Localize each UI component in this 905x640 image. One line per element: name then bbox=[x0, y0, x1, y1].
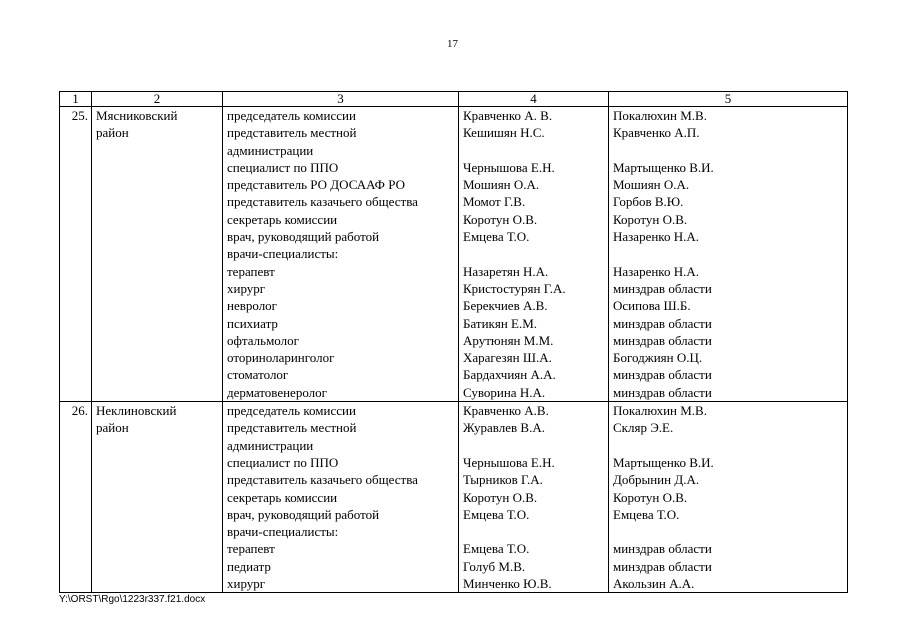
role-cell-line: представитель местной bbox=[227, 420, 357, 436]
role-cell-line: секретарь комиссии bbox=[227, 211, 338, 227]
member-cell-line: Минченко Ю.В. bbox=[463, 576, 552, 592]
reserve-cell-line: Коротун О.В. bbox=[613, 211, 688, 227]
role-cell-line: хирург bbox=[227, 280, 266, 296]
role-cell-line: председатель комиссии bbox=[227, 403, 356, 419]
role-cell-line: администрации bbox=[227, 437, 314, 453]
role-cell-line: врач, руководящий работой bbox=[227, 506, 380, 522]
member-cell-line: Емцева Т.О. bbox=[463, 541, 530, 557]
reserve-cell-line: Мошиян О.А. bbox=[613, 177, 690, 193]
member-cell-line: Емцева Т.О. bbox=[463, 506, 530, 522]
member-cell bbox=[459, 107, 609, 402]
page-number: 17 bbox=[447, 38, 458, 50]
role-cell bbox=[223, 107, 459, 402]
reserve-cell-line: минздрав области bbox=[613, 558, 712, 574]
member-cell-line bbox=[463, 245, 608, 262]
reserve-cell-line: Мартыщенко В.И. bbox=[613, 159, 714, 175]
role-cell bbox=[223, 402, 459, 593]
member-cell-line: Чернышова Е.Н. bbox=[463, 159, 555, 175]
reserve-cell-line: Акользин А.А. bbox=[613, 576, 695, 592]
header-cell: 3 bbox=[223, 92, 459, 107]
table-row bbox=[60, 402, 848, 593]
member-cell-line: Арутюнян М.М. bbox=[463, 332, 554, 348]
member-cell bbox=[459, 402, 609, 593]
member-cell-line: Кешишян Н.С. bbox=[463, 125, 545, 141]
header-cell: 2 bbox=[92, 92, 223, 107]
reserve-cell-line: минздрав области bbox=[613, 315, 712, 331]
member-cell-line: Журавлев В.А. bbox=[463, 420, 545, 436]
role-cell-line: терапевт bbox=[227, 541, 275, 557]
reserve-cell bbox=[609, 402, 848, 593]
member-cell-line bbox=[463, 142, 608, 159]
role-cell-line: стоматолог bbox=[227, 367, 289, 383]
role-cell-line: дерматовенеролог bbox=[227, 384, 327, 400]
role-cell-line: невролог bbox=[227, 298, 278, 314]
header-cell: 5 bbox=[609, 92, 848, 107]
reserve-cell-line: Назаренко Н.А. bbox=[613, 263, 699, 279]
member-cell-line: Коротун О.В. bbox=[463, 211, 538, 227]
member-cell-line: Мошиян О.А. bbox=[463, 177, 540, 193]
district-cell-line: район bbox=[96, 420, 129, 436]
member-cell-line: Суворина Н.А. bbox=[463, 384, 546, 400]
role-cell-line: педиатр bbox=[227, 558, 271, 574]
member-cell-line: Тырников Г.А. bbox=[463, 472, 543, 488]
reserve-cell-line: минздрав области bbox=[613, 384, 712, 400]
district-cell-line: Мясниковский bbox=[96, 108, 178, 123]
member-cell-line bbox=[463, 437, 608, 454]
reserve-cell-line: Емцева Т.О. bbox=[613, 506, 680, 522]
member-cell-line: Голуб М.В. bbox=[463, 558, 526, 574]
member-cell-line: Емцева Т.О. bbox=[463, 229, 530, 245]
reserve-cell-line bbox=[613, 142, 847, 159]
district-cell bbox=[92, 107, 223, 402]
role-cell-line: хирург bbox=[227, 576, 266, 592]
member-cell-line: Батикян Е.М. bbox=[463, 315, 538, 331]
reserve-cell-line bbox=[613, 523, 847, 540]
reserve-cell-line: минздрав области bbox=[613, 367, 712, 383]
reserve-cell-line: Покалюхин М.В. bbox=[613, 108, 707, 123]
member-cell-line: Коротун О.В. bbox=[463, 489, 538, 505]
reserve-cell-line: Кравченко А.П. bbox=[613, 125, 700, 141]
reserve-cell-line: Осипова Ш.Б. bbox=[613, 298, 691, 314]
member-cell-line: Кравченко А.В. bbox=[463, 403, 549, 419]
member-cell-line bbox=[463, 523, 608, 540]
district-cell-line: район bbox=[96, 125, 129, 141]
role-cell-line: врач, руководящий работой bbox=[227, 229, 380, 245]
reserve-cell-line bbox=[613, 437, 847, 454]
district-cell bbox=[92, 402, 223, 593]
reserve-cell-line: Богоджиян О.Ц. bbox=[613, 350, 703, 366]
file-path-footer: Y:\ORST\Rgo\1223r337.f21.docx bbox=[59, 594, 206, 605]
role-cell-line: психиатр bbox=[227, 315, 278, 331]
reserve-cell-line: Горбов В.Ю. bbox=[613, 194, 684, 210]
district-cell-line: Неклиновский bbox=[96, 403, 177, 419]
role-cell-line: офтальмолог bbox=[227, 332, 299, 348]
reserve-cell-line: минздрав области bbox=[613, 541, 712, 557]
role-cell-line: оториноларинголог bbox=[227, 350, 335, 366]
member-cell-line: Кристостурян Г.А. bbox=[463, 280, 566, 296]
member-cell-line: Бардахчиян А.А. bbox=[463, 367, 556, 383]
reserve-cell-line: минздрав области bbox=[613, 280, 712, 296]
member-cell-line: Берекчиев А.В. bbox=[463, 298, 548, 314]
role-cell-line: специалист по ППО bbox=[227, 159, 339, 175]
role-cell-line: представитель РО ДОСААФ РО bbox=[227, 177, 405, 193]
table-row bbox=[60, 107, 848, 402]
table-header-row bbox=[60, 92, 848, 107]
reserve-cell-line: Мартыщенко В.И. bbox=[613, 454, 714, 470]
reserve-cell-line: Коротун О.В. bbox=[613, 489, 688, 505]
reserve-cell-line: Добрынин Д.А. bbox=[613, 472, 700, 488]
role-cell-line: представитель местной bbox=[227, 125, 357, 141]
member-cell-line: Назаретян Н.А. bbox=[463, 263, 549, 279]
role-cell-line: секретарь комиссии bbox=[227, 489, 338, 505]
header-cell: 4 bbox=[459, 92, 609, 107]
reserve-cell-line: Скляр Э.Е. bbox=[613, 420, 674, 436]
role-cell-line: представитель казачьего общества bbox=[227, 194, 418, 210]
row-number: 25. bbox=[60, 107, 92, 402]
row-number: 26. bbox=[60, 402, 92, 593]
role-cell-line: терапевт bbox=[227, 263, 275, 279]
reserve-cell bbox=[609, 107, 848, 402]
role-cell-line: врачи-специалисты: bbox=[227, 524, 339, 540]
member-cell-line: Харагезян Ш.А. bbox=[463, 350, 552, 366]
reserve-cell-line bbox=[613, 245, 847, 262]
header-cell: 1 bbox=[60, 92, 92, 107]
role-cell-line: администрации bbox=[227, 142, 314, 158]
reserve-cell-line: минздрав области bbox=[613, 332, 712, 348]
commission-table bbox=[59, 91, 848, 593]
role-cell-line: врачи-специалисты: bbox=[227, 246, 339, 262]
role-cell-line: представитель казачьего общества bbox=[227, 472, 418, 488]
role-cell-line: председатель комиссии bbox=[227, 108, 356, 123]
member-cell-line: Кравченко А. В. bbox=[463, 108, 553, 123]
reserve-cell-line: Назаренко Н.А. bbox=[613, 229, 699, 245]
role-cell-line: специалист по ППО bbox=[227, 454, 339, 470]
reserve-cell-line: Покалюхин М.В. bbox=[613, 403, 707, 419]
member-cell-line: Чернышова Е.Н. bbox=[463, 454, 555, 470]
member-cell-line: Момот Г.В. bbox=[463, 194, 526, 210]
